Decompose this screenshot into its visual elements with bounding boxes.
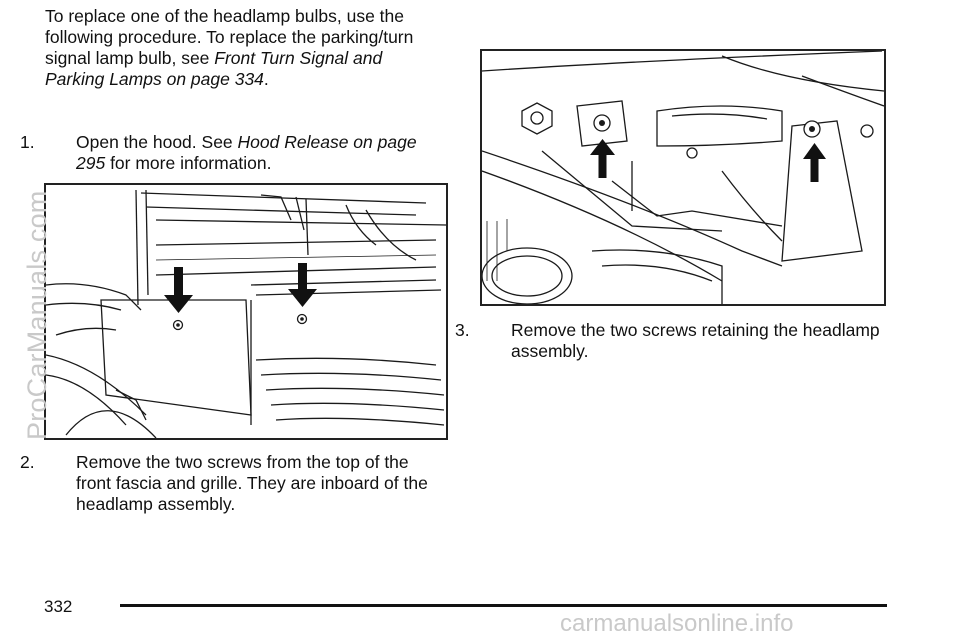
intro-paragraph <box>45 6 440 90</box>
step-2-number: 2. <box>20 452 35 472</box>
arrow-up-icon <box>803 143 826 182</box>
step-1-text: Open the hood. See <box>76 132 238 152</box>
step-2-text: Remove the two screws from the top of the front fascia and grille. They are inboard of the headlamp assembly. <box>76 452 428 514</box>
step-1 <box>20 132 428 174</box>
intro-text: To replace one of the headlamp bulbs, use the following procedure. To replace the parking/turn signal lamp bulb, see <box>45 6 414 68</box>
side-watermark: ProCarManuals.com <box>22 190 52 440</box>
arrow-down-icon <box>288 263 317 307</box>
figure-headlamp-screws <box>480 49 886 306</box>
bottom-watermark: carmanualsonline.info <box>560 610 794 637</box>
step-3-text: Remove the two screws retaining the headlamp assembly. <box>511 320 880 361</box>
step-3-number: 3. <box>455 320 470 340</box>
step-1-text-end: for more information. <box>105 153 272 173</box>
step-1-number: 1. <box>20 132 35 152</box>
step-2 <box>20 452 448 515</box>
step-1-cross-reference[interactable]: Hood Release on page 295 <box>76 132 417 173</box>
footer-rule <box>120 604 887 607</box>
page-number: 332 <box>44 597 73 616</box>
figure-fascia-screws <box>44 183 448 440</box>
step-3 <box>455 320 903 362</box>
intro-cross-reference[interactable]: Front Turn Signal and Parking Lamps on page 334 <box>45 48 383 89</box>
intro-text-end: . <box>263 69 269 89</box>
